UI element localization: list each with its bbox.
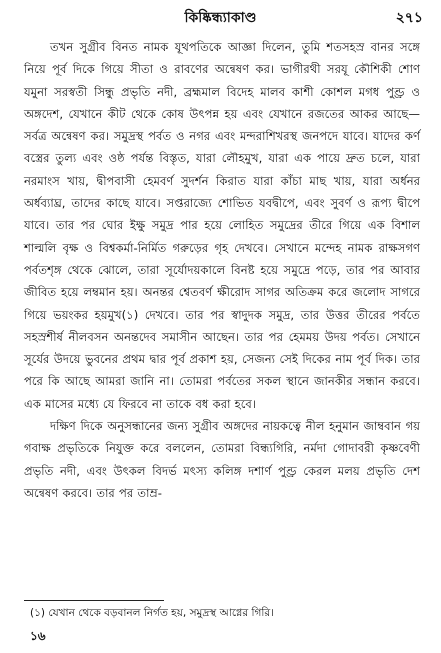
paragraph: তখন সুগ্রীব বিনত নামক যূথপতিকে আজ্ঞা দিলেন, তুমি শতসহস্র বানর সঙ্গে নিয়ে পূর্ব দিকে গিয়ে সীতা ও রাবণের অন্বেষণ কর। ভাগীরথী সরযূ কৌশিকী শোণ যমুনা সরস্বতী সিন্ধু প্রভৃতি নদী, ব্রহ্মমাল বিদেহ মালব কাশী কোশল মগধ পুণ্ড্র ও অঙ্গদেশ, যেখানে কীট থেকে কোষ উৎপন্ন হয় এবং যেখানে রজতের আকর আছে—সর্বত্র অন্বেষণ কর। সমুদ্রস্থ পর্বত ও নগর এবং মন্দরাশিখরস্থ জনপদে যাবে। যাদের কর্ণ বস্ত্রের তুল্য এবং ওষ্ঠ পর্যন্ত বিস্তৃত, যারা লৌহমুখ, যারা এক পায়ে দ্রুত চলে, যারা নরমাংস খায়, দ্বীপবাসী হেমবর্ণ সুদর্শন কিরাত যারা কাঁচা মাছ খায়, যারা অর্ধনর অর্ধব্যাঘ্র, তাদের কাছে যাবে। সপ্তরাজ্যে শোভিত যবদ্বীপে, এবং সুবর্ণ ও রূপ্য দ্বীপে যাবে। তার পর ঘোর ইক্ষু সমুদ্র পার হয়ে লোহিত সমুদ্রের তীরে গিয়ে এক বিশাল শাল্মলি বৃক্ষ ও বিশ্বকর্মা-নির্মিত গরুড়ের গৃহ দেখবে। সেখানে মন্দেহ নামক রাক্ষসগণ পর্বতশৃঙ্গ থেকে ঝোলে, তারা সূর্যোদয়কালে বিনষ্ট হয়ে সমুদ্রে পড়ে, তার পর আবার জীবিত হয়ে লম্বমান হয়। অনন্তর শ্বেতবর্ণ ক্ষীরোদ সাগর অতিক্রম করে জলোদ সাগরে গিয়ে ভয়ংকর হয়মুখ(১) দেখবে। তার পর স্বাদুদক সমুদ্র, তার উত্তর তীরের পর্বতে সহস্রশীর্ষ নীলবসন অনন্তদেব সমাসীন আছেন। তার পর হেমময় উদয় পর্বত। সেখানে সূর্যের উদয়ে ভুবনের প্রথম দ্বার পূর্ব প্রকাশ হয়, সেজন্য সেই দিকের নাম পূর্ব দিক। তার পরে কি আছে আমরা জানি না। তোমরা পর্বতের সকল স্থানে জানকীর সন্ধান করবে। এক মাসের মধ্যে যে ফিরবে না তাকে বধ করা হবে। [24,40,420,411]
page-header [0,6,441,28]
printer-signature-mark: ১৬ [30,629,46,643]
body-text [24,36,420,504]
page-number: ২৭১ [395,10,423,26]
footnote: (১) যেখান থেকে বড়বানল নির্গত হয়, সমুদ্রস্থ আগ্নের গিরি। [30,607,274,619]
paragraph: দক্ষিণ দিকে অনুসন্ধানের জন্য সুগ্রীব অঙ্গদের নায়কত্বে নীল হনুমান জাম্ববান গয় গবাক্ষ প্রভৃতিকে নিযুক্ত করে বললেন, তোমরা বিন্ধ্যগিরি, নর্মদা গোদাবরী কৃষ্ণবেণী প্রভৃতি নদী, এবং উৎকল বিদর্ভ মৎস্য কলিঙ্গ দশার্ণ পুণ্ড্র কেরল মলয় প্রভৃতি দেশ অন্বেষণ করবে। তার পর তাম্র- [24,419,420,500]
chapter-title: কিষ্কিন্ধ্যাকাণ্ড [184,10,257,26]
footnote-divider [24,600,164,601]
